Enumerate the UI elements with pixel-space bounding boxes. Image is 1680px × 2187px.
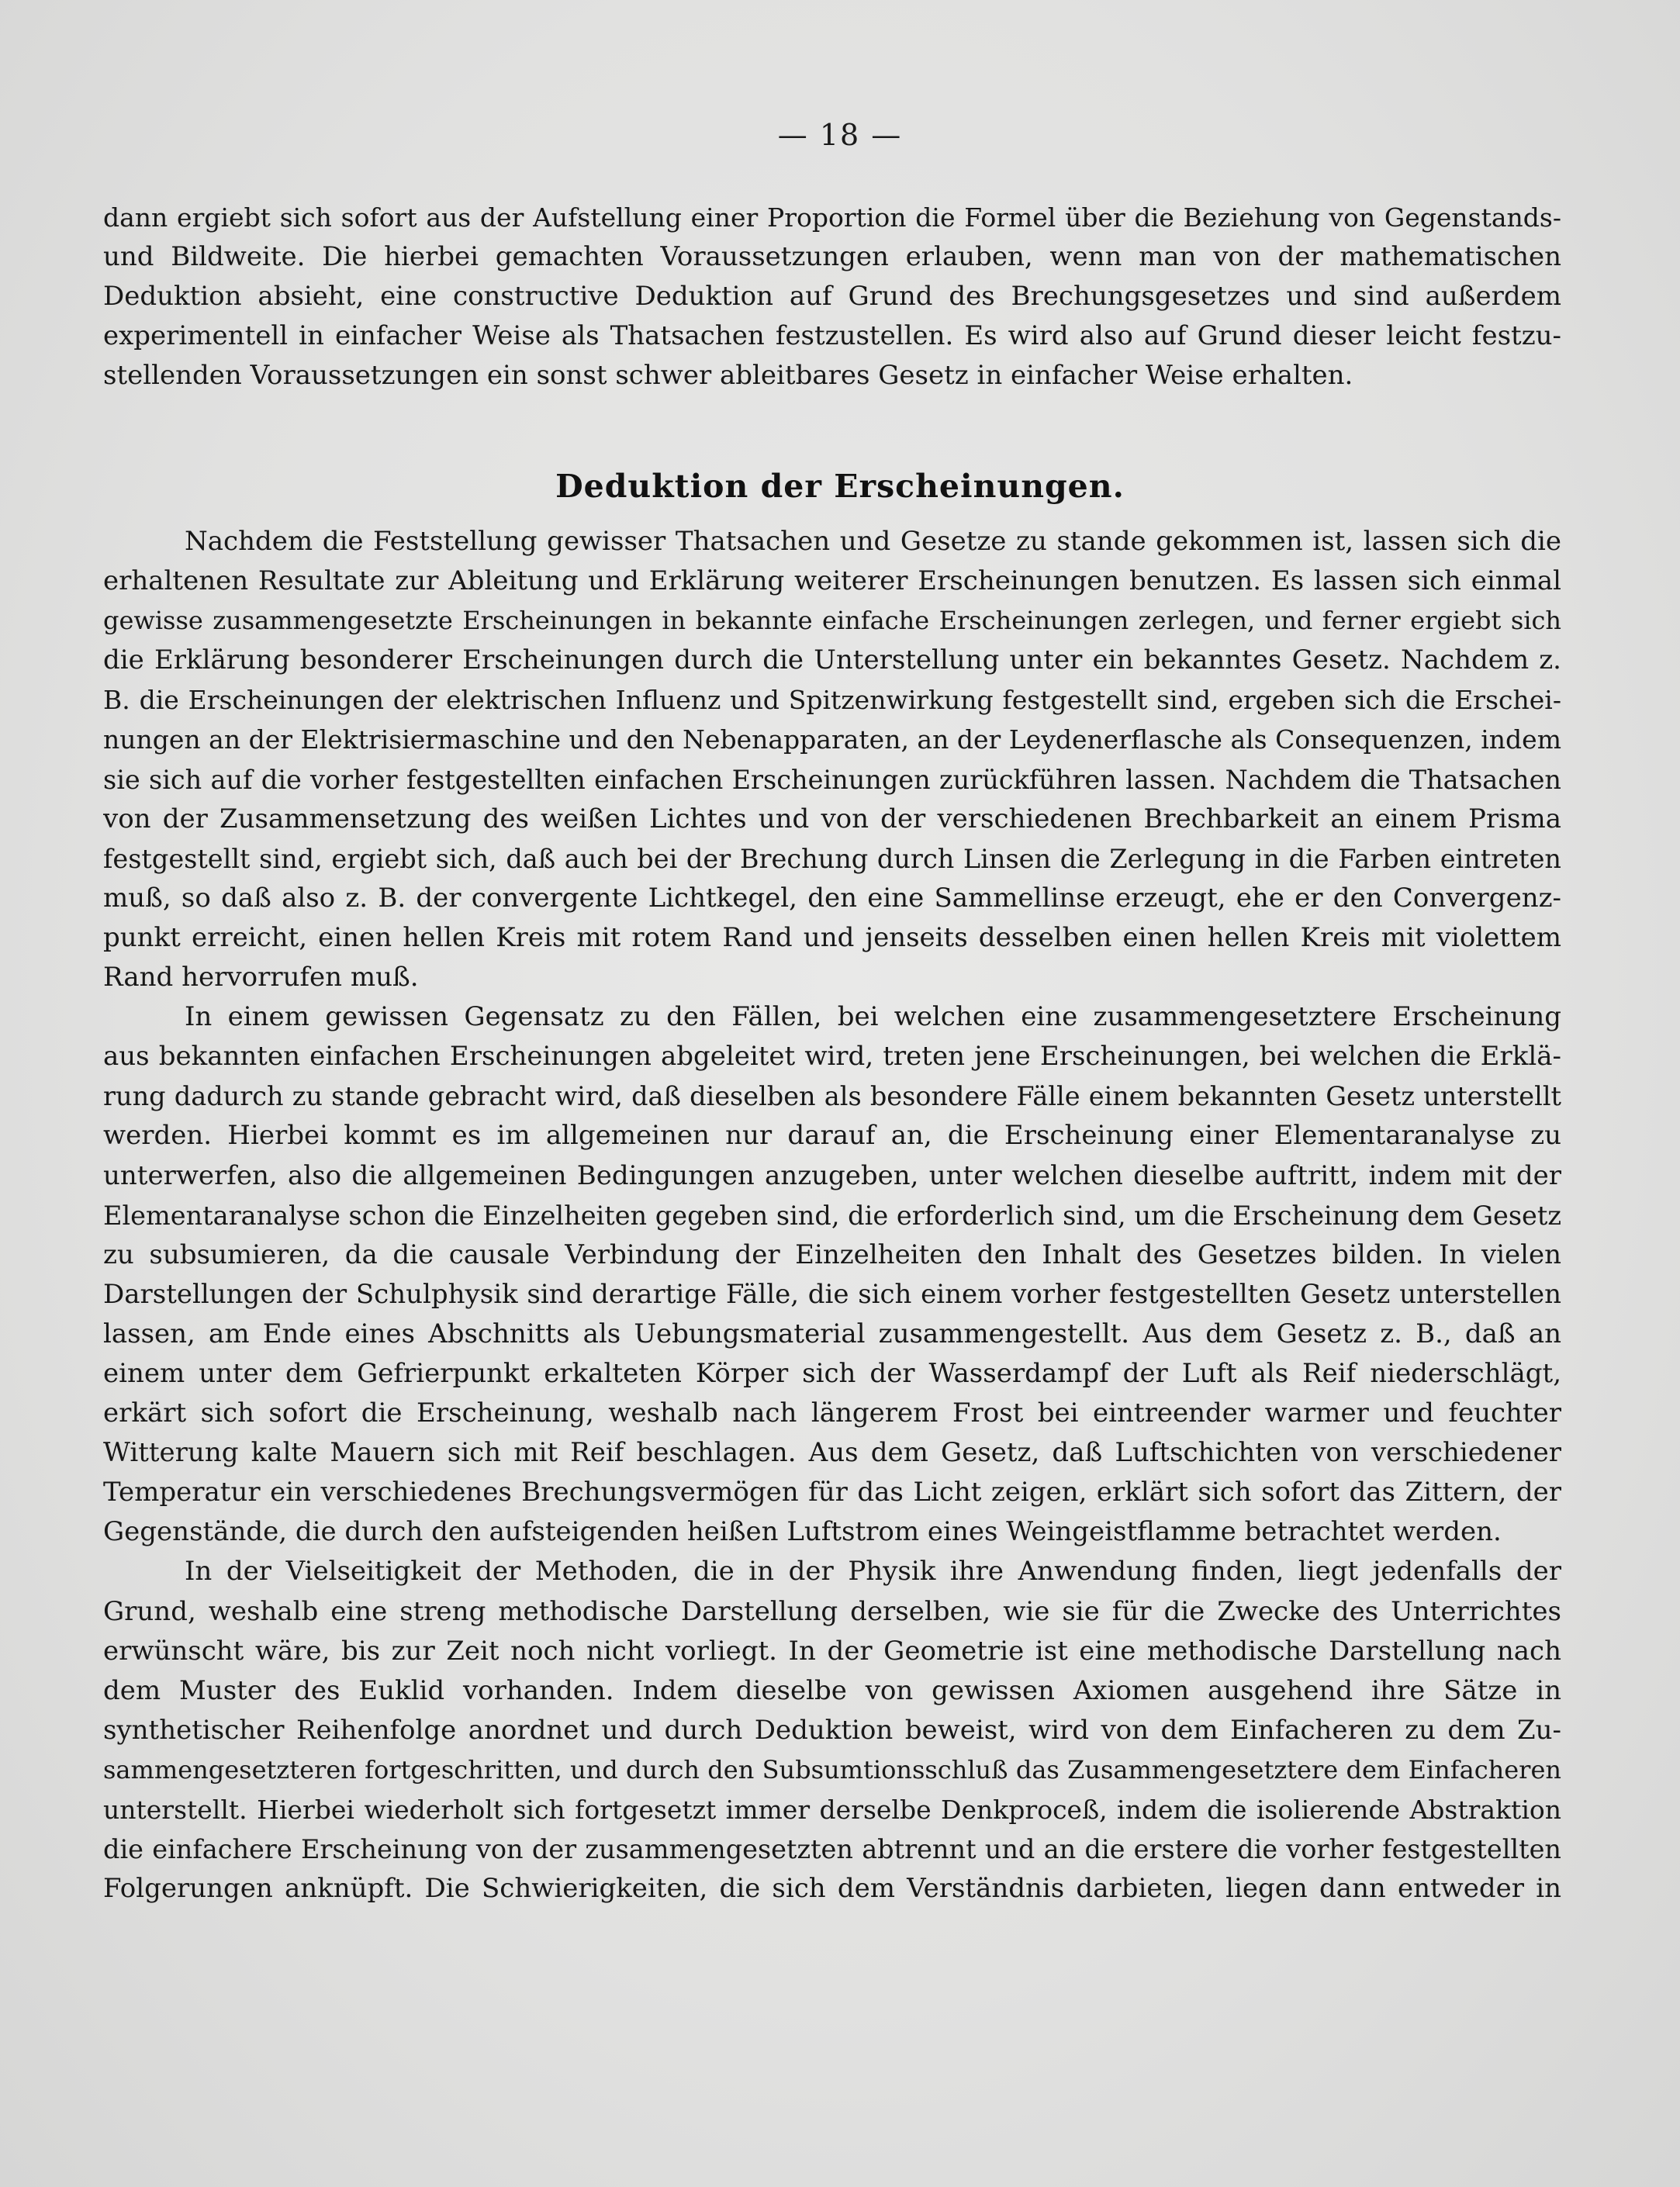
text-line: gewisse zusammengesetzte Erscheinungen in bekannte einfache Erscheinungen zerlegen, und ferner ergiebt sich: [103, 606, 1561, 636]
page-number: — 18 —: [777, 118, 903, 152]
text-line: sie sich auf die vorher festgestellten einfachen Erscheinungen zurückführen lassen. Nachdem die Thatsachen: [103, 764, 1561, 795]
text-line: die einfachere Erscheinung von der zusammengesetzten abtrennt und an die erstere die vorher festgestellten: [103, 1834, 1561, 1865]
text-line: Deduktion absieht, eine constructive Deduktion auf Grund des Brechungsgesetzes und sind außerdem: [103, 281, 1561, 313]
text-line: Gegenstände, die durch den aufsteigenden heißen Luftstrom eines Weingeistflamme betrachtet werden.: [103, 1516, 1502, 1548]
text-line: Rand hervorrufen muß.: [103, 962, 419, 993]
text-line: festgestellt sind, ergiebt sich, daß auch bei der Brechung durch Linsen die Zerlegung in die Farben eintreten: [103, 843, 1561, 874]
text-line: B. die Erscheinungen der elektrischen Influenz und Spitzenwirkung festgestellt sind, ergeben sich die Erschei-: [103, 685, 1561, 716]
text-line: Grund, weshalb eine streng methodische Darstellung derselben, wie sie für die Zwecke des Unterrichtes: [103, 1595, 1561, 1627]
text-line: erhaltenen Resultate zur Ableitung und Erklärung weiterer Erscheinungen benutzen. Es lassen sich einmal: [103, 565, 1561, 597]
text-line: unterwerfen, also die allgemeinen Bedingungen anzugeben, unter welchen dieselbe auftritt, indem mit der: [103, 1159, 1561, 1191]
text-line: werden. Hierbei kommt es im allgemeinen nur darauf an, die Erscheinung einer Elementaranalyse zu: [103, 1120, 1561, 1152]
text-line: und Bildweite. Die hierbei gemachten Voraussetzungen erlauben, wenn man von der mathematischen: [103, 241, 1561, 273]
text-line: Nachdem die Feststellung gewisser Thatsachen und Gesetze zu stande gekommen ist, lassen sich die: [185, 526, 1561, 557]
text-line: In einem gewissen Gegensatz zu den Fällen, bei welchen eine zusammengesetztere Erscheinung: [185, 1001, 1561, 1033]
text-line: Elementaranalyse schon die Einzelheiten gegeben sind, die erforderlich sind, um die Erscheinung dem Gesetz: [103, 1200, 1561, 1231]
text-line: Witterung kalte Mauern sich mit Reif beschlagen. Aus dem Gesetz, daß Luftschichten von verschiedener: [103, 1437, 1561, 1469]
text-line: muß, so daß also z. B. der convergente Lichtkegel, den eine Sammellinse erzeugt, ehe er den Convergenz-: [103, 882, 1561, 914]
text-line: zu subsumieren, da die causale Verbindung der Einzelheiten den Inhalt des Gesetzes bilden. In vielen: [103, 1239, 1561, 1270]
text-line: punkt erreicht, einen hellen Kreis mit rotem Rand und jenseits desselben einen hellen Kreis mit violettem: [103, 921, 1561, 953]
text-line: unterstellt. Hierbei wiederholt sich fortgesetzt immer derselbe Denkproceß, indem die isolierende Abstraktion: [103, 1795, 1561, 1825]
text-line: von der Zusammensetzung des weißen Lichtes und von der verschiedenen Brechbarkeit an einem Prisma: [103, 803, 1561, 834]
text-line: rung dadurch zu stande gebracht wird, daß dieselben als besondere Fälle einem bekannten Gesetz unterstellt: [103, 1081, 1561, 1112]
text-line: Temperatur ein verschiedenes Brechungsvermögen für das Licht zeigen, erklärt sich sofort das Zittern, der: [103, 1477, 1561, 1508]
text-line: die Erklärung besonderer Erscheinungen durch die Unterstellung unter ein bekanntes Gesetz. Nachdem z.: [103, 644, 1561, 676]
text-line: aus bekannten einfachen Erscheinungen abgeleitet wird, treten jene Erscheinungen, bei welchen die Erklä-: [103, 1041, 1561, 1073]
text-line: Folgerungen anknüpft. Die Schwierigkeiten, die sich dem Verständnis darbieten, liegen dann entweder in: [103, 1873, 1561, 1905]
text-line: experimentell in einfacher Weise als Thatsachen festzustellen. Es wird also auf Grund dieser leicht festzu-: [103, 320, 1561, 352]
text-line: erwünscht wäre, bis zur Zeit noch nicht vorliegt. In der Geometrie ist eine methodische Darstellung nach: [103, 1635, 1561, 1667]
text-line: lassen, am Ende eines Abschnitts als Uebungsmaterial zusammengestellt. Aus dem Gesetz z. B., daß an: [103, 1318, 1561, 1349]
text-line: nungen an der Elektrisiermaschine und den Nebenapparaten, an der Leydenerflasche als Consequenzen, indem: [103, 724, 1561, 755]
section-body: [103, 522, 1561, 1909]
text-line: sammengesetzteren fortgeschritten, und durch den Subsumtionsschluß das Zusammengesetztere dem Einfacheren: [103, 1754, 1561, 1784]
text-line: dem Muster des Euklid vorhanden. Indem dieselbe von gewissen Axiomen ausgehend ihre Sätze in: [103, 1674, 1561, 1706]
text-line: erkärt sich sofort die Erscheinung, weshalb nach längerem Frost bei eintreender warmer und feuchter: [103, 1398, 1561, 1429]
section-heading: Deduktion der Erscheinungen.: [555, 468, 1125, 505]
text-line: Darstellungen der Schulphysik sind derartige Fälle, die sich einem vorher festgestellten Gesetz unterstellen: [103, 1278, 1561, 1310]
intro-paragraph: [103, 198, 1561, 396]
text-line: In der Vielseitigkeit der Methoden, die in der Physik ihre Anwendung finden, liegt jedenfalls der: [185, 1556, 1561, 1588]
text-line: synthetischer Reihenfolge anordnet und durch Deduktion beweist, wird von dem Einfacheren zu dem Zu-: [103, 1714, 1561, 1746]
text-line: stellenden Voraussetzungen ein sonst schwer ableitbares Gesetz in einfacher Weise erhalten.: [103, 360, 1353, 392]
text-line: einem unter dem Gefrierpunkt erkalteten Körper sich der Wasserdampf der Luft als Reif niederschlägt,: [103, 1357, 1561, 1389]
text-line: dann ergiebt sich sofort aus der Aufstellung einer Proportion die Formel über die Beziehung von Gegenstands-: [103, 202, 1561, 233]
